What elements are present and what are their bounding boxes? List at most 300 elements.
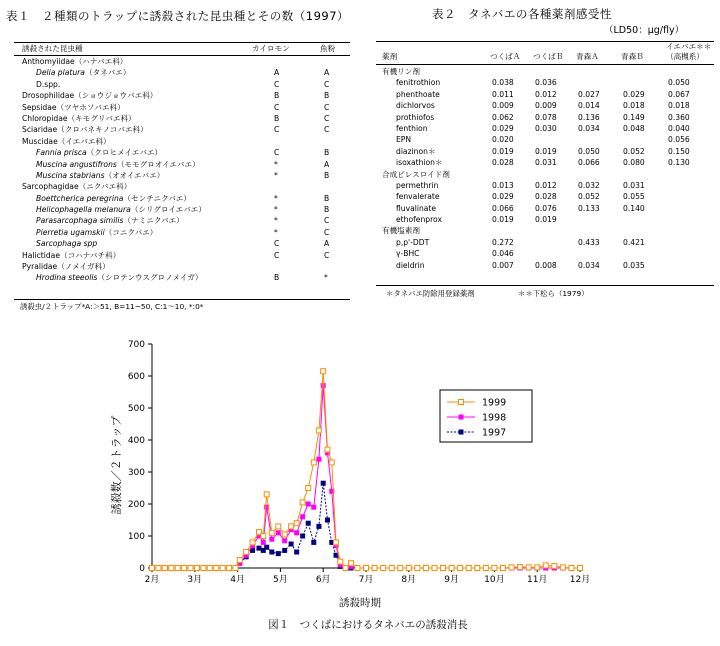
table2-ld50-value: 0.433 xyxy=(578,237,600,247)
data-point-1999 xyxy=(578,566,583,571)
data-point-1999 xyxy=(475,566,480,571)
table2-ld50-value: 0.019 xyxy=(535,146,557,156)
table2-ld50-value: 0.272 xyxy=(492,237,514,247)
x-tick-label: 3月 xyxy=(187,575,203,585)
table1-row xyxy=(22,124,352,135)
table1-species-name: Boettcherica peregrina（センチニクバエ） xyxy=(36,193,192,203)
table1-bottom-rule xyxy=(14,299,350,300)
y-tick-label: 600 xyxy=(127,372,145,382)
data-point-1999 xyxy=(306,486,311,491)
x-tick-label: 6月 xyxy=(315,575,331,585)
data-point-1999 xyxy=(355,566,360,571)
data-point-1997 xyxy=(300,534,305,539)
data-point-1999 xyxy=(343,566,348,571)
data-point-1999 xyxy=(237,558,242,563)
table2-row xyxy=(382,157,714,168)
trap-catch-chart xyxy=(0,330,720,646)
table1-species-name: Sarcophaga spp xyxy=(36,239,98,249)
table1-header-name: 誘殺された昆虫種 xyxy=(22,44,83,53)
table1-fishmeal-value: C xyxy=(324,79,330,89)
table2-header-tsukuba-a: つくばＡ xyxy=(490,52,521,61)
y-tick-label: 700 xyxy=(127,340,145,350)
data-point-1999 xyxy=(188,566,193,571)
table2-row xyxy=(382,77,714,88)
table2-row xyxy=(382,203,714,214)
table1-fishmeal-value: B xyxy=(324,193,330,203)
x-tick-label: 4月 xyxy=(230,575,245,585)
table2-ld50-value: 0.027 xyxy=(578,89,600,99)
data-point-1999 xyxy=(289,524,294,529)
data-point-1999 xyxy=(500,566,505,571)
table1-kairomone-value: C xyxy=(274,102,280,112)
table2-ld50-value: 0.048 xyxy=(623,123,645,133)
table2-chemical-name: p,p'-DDT xyxy=(396,237,430,247)
table1-kairomone-value: * xyxy=(274,227,278,237)
table2-chemical-name: permethrin xyxy=(396,180,439,190)
table2-chemical-name: fenthion xyxy=(396,123,428,133)
table2-ld50-value: 0.029 xyxy=(623,89,645,99)
table1-fishmeal-value: B xyxy=(324,91,330,101)
data-point-1999 xyxy=(406,566,411,571)
table1-fishmeal-value: A xyxy=(324,239,330,249)
table2-ld50-value: 0.149 xyxy=(623,112,645,122)
y-tick-label: 400 xyxy=(127,436,145,446)
table1-species-name: Sarcophagidae（ニクバエ科） xyxy=(22,182,132,192)
data-point-1999 xyxy=(250,540,255,545)
table1-species-name: Pierretia ugamskii（コニクバエ） xyxy=(36,227,158,237)
data-point-1997 xyxy=(282,548,287,553)
table2-ld50-value: 0.067 xyxy=(668,89,690,99)
data-point-1998 xyxy=(269,537,274,542)
table2-ld50-value: 0.018 xyxy=(623,101,645,111)
table2-chemical-name: isoxathion＊ xyxy=(396,158,443,168)
table1-species-name: Helicophagella melanura（シリグロイエバエ） xyxy=(36,205,206,215)
table2-row xyxy=(382,134,714,145)
table1-kairomone-value: C xyxy=(274,79,280,89)
table2-ld50-value: 0.030 xyxy=(535,123,557,133)
data-point-1999 xyxy=(349,561,354,566)
data-point-1999 xyxy=(182,566,187,571)
legend-marker-1999 xyxy=(459,400,464,405)
data-point-1999 xyxy=(311,460,316,465)
table2-ld50-value: 0.031 xyxy=(535,158,557,168)
data-point-1999 xyxy=(466,566,471,571)
y-tick-label: 0 xyxy=(139,564,145,574)
table2-ld50-value: 0.136 xyxy=(578,112,600,122)
table1-kairomone-value: B xyxy=(274,113,280,123)
table2-chemical-name: fenitrothion xyxy=(396,78,441,88)
table2-ld50-value: 0.052 xyxy=(623,146,645,156)
table2-chemical-name: dieldrin xyxy=(396,260,425,270)
table1-species-name: Parasarcophaga similis（ナミニクバエ） xyxy=(36,216,184,226)
table1-species-name: Halictidae（コハナバチ科） xyxy=(22,250,121,260)
table1-row xyxy=(22,170,352,181)
data-point-1999 xyxy=(492,566,497,571)
table2-ld50-value: 0.029 xyxy=(492,192,514,202)
table1-footnote: 誘殺虫/２トラップ*A:＞51, B=11~50, C:1～10, *:0* xyxy=(20,302,204,311)
table2-footnote-2: ＊＊下松ら（1979） xyxy=(518,289,589,298)
data-point-1997 xyxy=(294,550,299,555)
table2-ld50-value: 0.012 xyxy=(535,180,557,190)
table2-group-title: 有機リン剤 xyxy=(382,67,420,76)
table2-chemical-name: prothiofos xyxy=(396,112,435,122)
table1-fishmeal-value: C xyxy=(324,113,330,123)
table2-ld50-value: 0.140 xyxy=(623,203,645,213)
data-point-1999 xyxy=(264,492,269,497)
table2-header-aomori-b: 青森Ｂ xyxy=(621,52,644,61)
table1-row xyxy=(22,56,352,67)
table1-kairomone-value: A xyxy=(274,68,280,78)
table1-species-name: Chloropidae（キモグリバエ科） xyxy=(22,113,136,123)
data-point-1999 xyxy=(220,566,225,571)
table2-ld50-value: 0.018 xyxy=(668,101,690,111)
table2-row xyxy=(382,100,714,111)
table2-ld50-value: 0.052 xyxy=(578,192,600,202)
table2-ld50-value: 0.007 xyxy=(492,260,514,270)
table1-fishmeal-value: B xyxy=(324,205,330,215)
table1-row xyxy=(22,113,352,124)
table2-chemical-name: EPN xyxy=(396,135,412,145)
table2-ld50-value: 0.011 xyxy=(492,89,514,99)
data-point-1998 xyxy=(261,540,266,545)
data-point-1998 xyxy=(316,457,321,462)
table2-ld50-value: 0.036 xyxy=(535,78,557,88)
chart-x-label: 誘殺時期 xyxy=(339,597,381,609)
table1-header-kairomone: カイロモン xyxy=(252,44,290,53)
data-point-1998 xyxy=(300,514,305,519)
data-point-1999 xyxy=(389,566,394,571)
table1-kairomone-value: C xyxy=(274,148,280,158)
table2-ld50-value: 0.050 xyxy=(578,146,600,156)
data-point-1999 xyxy=(294,521,299,526)
table1-species-name: Fannia prisca（クロヒメイエバエ） xyxy=(36,148,163,158)
data-point-1999 xyxy=(282,532,287,537)
data-point-1999 xyxy=(338,559,343,564)
table1-fishmeal-value: C xyxy=(324,125,330,135)
table2-ld50-value: 0.014 xyxy=(578,101,600,111)
table2-ld50-value: 0.019 xyxy=(535,215,557,225)
data-point-1999 xyxy=(227,566,232,571)
table2-ld50-value: 0.029 xyxy=(492,123,514,133)
table1-fishmeal-value: C xyxy=(324,250,330,260)
data-point-1999 xyxy=(261,534,266,539)
table1-row xyxy=(22,181,352,192)
table1-species-name: Delia platura（タネバエ） xyxy=(36,68,131,78)
data-point-1999 xyxy=(483,566,488,571)
table2-ld50-value: 0.019 xyxy=(492,146,514,156)
table1-fishmeal-value: C xyxy=(324,227,330,237)
table2-chemical-name: dichlorvos xyxy=(396,101,435,111)
data-point-1999 xyxy=(415,566,420,571)
table2-ld50-value: 0.062 xyxy=(492,112,514,122)
data-point-1999 xyxy=(423,566,428,571)
legend-marker-1998 xyxy=(459,415,464,420)
table2-ld50-value: 0.034 xyxy=(578,123,600,133)
data-point-1999 xyxy=(214,566,219,571)
table2-ld50-value: 0.009 xyxy=(535,101,557,111)
data-point-1997 xyxy=(289,542,294,547)
table2-chemical-name: ethofenprox xyxy=(396,215,442,225)
data-point-1999 xyxy=(398,566,403,571)
table1-kairomone-value: B xyxy=(274,91,280,101)
table1-row xyxy=(22,250,352,261)
table1-fishmeal-value: B xyxy=(324,170,330,180)
x-tick-label: 2月 xyxy=(144,575,160,585)
table2-chemical-name: fluvalinate xyxy=(396,203,437,213)
table1-kairomone-value: C xyxy=(274,125,280,135)
table2-ld50-value: 0.034 xyxy=(578,260,600,270)
table2-header-aomori-a: 青森Ａ xyxy=(576,52,599,61)
table2-row xyxy=(382,112,714,123)
data-point-1999 xyxy=(509,565,514,570)
table2-chemical-name: phenthoate xyxy=(396,89,440,99)
table1-title: 表１ ２種類のトラップに誘殺された昆虫種とその数（1997） xyxy=(6,9,350,23)
table2-chemical-name: fenvalerate xyxy=(396,192,440,202)
data-point-1999 xyxy=(560,565,565,570)
table2-ld50-value: 0.080 xyxy=(623,158,645,168)
table1-row xyxy=(22,90,352,101)
data-point-1998 xyxy=(294,530,299,535)
table2-bottom-rule xyxy=(376,285,714,286)
data-point-1997 xyxy=(311,540,316,545)
table2-header-rule xyxy=(376,64,714,65)
table1-row xyxy=(22,102,352,113)
data-point-1998 xyxy=(282,538,287,543)
table2-row xyxy=(382,180,714,191)
table2-unit: （LD50：μg/fly） xyxy=(604,25,685,36)
table2-row xyxy=(382,146,714,157)
data-point-1999 xyxy=(364,566,369,571)
figure-caption: 図１ つくばにおけるタネバエの誘殺消長 xyxy=(268,619,468,631)
y-tick-label: 200 xyxy=(127,500,145,510)
table1-species-name: Drosophilidae（ショウジョウバエ科） xyxy=(22,91,158,101)
data-point-1998 xyxy=(276,530,281,535)
table2-ld50-value: 0.360 xyxy=(668,112,690,122)
data-point-1999 xyxy=(169,566,174,571)
table2-row xyxy=(382,248,714,259)
data-point-1999 xyxy=(162,566,167,571)
data-point-1997 xyxy=(321,481,326,486)
data-point-1997 xyxy=(257,546,262,551)
table2-row xyxy=(382,260,714,271)
data-point-1999 xyxy=(372,566,377,571)
table2-row xyxy=(382,123,714,134)
table1-row xyxy=(22,79,352,90)
table2-ld50-value: 0.020 xyxy=(492,135,514,145)
data-point-1999 xyxy=(569,566,574,571)
x-tick-label: 9月 xyxy=(444,575,459,585)
x-tick-label: 12月 xyxy=(569,575,591,585)
data-point-1999 xyxy=(325,447,330,452)
data-point-1997 xyxy=(325,518,330,523)
table2-ld50-value: 0.066 xyxy=(578,158,600,168)
x-tick-label: 11月 xyxy=(526,575,548,585)
table2-chemical-name: γ-BHC xyxy=(396,249,420,259)
data-point-1999 xyxy=(441,566,446,571)
table1-row xyxy=(22,147,352,158)
table1-kairomone-value: * xyxy=(274,170,278,180)
table2-chemical-name: diazinon＊ xyxy=(396,146,436,156)
data-point-1998 xyxy=(306,502,311,507)
table2-ld50-value: 0.076 xyxy=(535,203,557,213)
table1-species-name: Muscidae（イエバエ科） xyxy=(22,136,111,146)
table2-ld50-value: 0.031 xyxy=(623,180,645,190)
data-point-1999 xyxy=(381,566,386,571)
data-point-1999 xyxy=(269,530,274,535)
y-tick-label: 100 xyxy=(127,532,145,542)
table2-ld50-value: 0.028 xyxy=(492,158,514,168)
data-point-1999 xyxy=(201,566,206,571)
legend-label-1998: 1998 xyxy=(482,412,507,424)
table1-species-name: Hrodina steeolis（シロテンウスグロノメイガ） xyxy=(36,273,203,283)
table1-fishmeal-value: A xyxy=(324,68,330,78)
table2-ld50-value: 0.050 xyxy=(668,78,690,88)
table2-ld50-value: 0.040 xyxy=(668,123,690,133)
table1-species-name: Muscina angustifrons（モモグロオイエバエ） xyxy=(36,159,200,169)
table2-ld50-value: 0.046 xyxy=(492,249,514,259)
legend-label-1997: 1997 xyxy=(482,427,507,439)
data-point-1999 xyxy=(334,540,339,545)
table1-row xyxy=(22,193,352,204)
table1-species-name: Muscina stabrians（オオイエバエ） xyxy=(36,170,165,180)
table2-footnote-1: ＊タネバエ防除用登録薬剤 xyxy=(386,289,475,298)
table2-ld50-value: 0.035 xyxy=(623,260,645,270)
data-point-1999 xyxy=(432,566,437,571)
series-line-1997 xyxy=(152,483,580,568)
table1-fishmeal-value: B xyxy=(324,148,330,158)
table2-ld50-value: 0.009 xyxy=(492,101,514,111)
data-point-1999 xyxy=(276,524,281,529)
table1-fishmeal-value: * xyxy=(324,273,328,283)
x-tick-label: 8月 xyxy=(401,575,417,585)
table1-row xyxy=(22,227,352,238)
table2-ld50-value: 0.056 xyxy=(668,135,690,145)
x-tick-label: 5月 xyxy=(273,575,288,585)
table1-row xyxy=(22,261,352,272)
table2-ld50-value: 0.008 xyxy=(535,260,557,270)
table2-header-tsukuba-b: つくばＢ xyxy=(533,52,564,61)
table1-row xyxy=(22,272,352,283)
table1-row xyxy=(22,159,352,170)
table1-species-name: Pyralidae（ノメイガ科） xyxy=(22,262,110,272)
data-point-1999 xyxy=(207,566,212,571)
table2-row xyxy=(382,214,714,225)
data-point-1997 xyxy=(306,521,311,526)
data-point-1999 xyxy=(194,566,199,571)
table2-ld50-value: 0.421 xyxy=(623,237,645,247)
table2-ld50-value: 0.032 xyxy=(578,180,600,190)
data-point-1999 xyxy=(458,566,463,571)
data-point-1999 xyxy=(244,550,249,555)
data-point-1999 xyxy=(535,565,540,570)
y-tick-label: 300 xyxy=(127,468,145,478)
data-point-1999 xyxy=(518,565,523,570)
table1-species-name: Sciaridae（クロバネキノコバエ科） xyxy=(22,125,148,135)
table1-kairomone-value: C xyxy=(274,239,280,249)
chart-legend xyxy=(440,390,532,442)
table2-ld50-value: 0.133 xyxy=(578,203,600,213)
data-point-1999 xyxy=(150,566,155,571)
table1-species-name: D.spp. xyxy=(36,79,61,89)
table2-ld50-value: 0.019 xyxy=(492,215,514,225)
table2-row xyxy=(382,191,714,202)
data-point-1999 xyxy=(552,564,557,569)
data-point-1999 xyxy=(156,566,161,571)
table2-body xyxy=(382,66,714,271)
table1-fishmeal-value: C xyxy=(324,102,330,112)
table1-kairomone-value: * xyxy=(274,159,278,169)
table2-row xyxy=(382,237,714,248)
data-point-1998 xyxy=(311,505,316,510)
table1-body xyxy=(22,56,352,284)
table2-ld50-value: 0.028 xyxy=(535,192,557,202)
table2-group-title: 有機塩素剤 xyxy=(382,226,420,236)
data-point-1999 xyxy=(526,565,531,570)
table2-ld50-value: 0.066 xyxy=(492,203,514,213)
data-point-1999 xyxy=(449,566,454,571)
table1-fishmeal-value: A xyxy=(324,159,330,169)
table1-kairomone-value: C xyxy=(274,250,280,260)
data-point-1997 xyxy=(269,550,274,555)
table2-ld50-value: 0.130 xyxy=(668,158,690,168)
table2-group-label xyxy=(382,66,714,77)
table1-kairomone-value: * xyxy=(274,193,278,203)
table1-row xyxy=(22,67,352,78)
legend-marker-1997 xyxy=(459,430,464,435)
y-tick-label: 500 xyxy=(127,404,145,414)
legend-label-1999: 1999 xyxy=(482,397,507,409)
table1-row xyxy=(22,136,352,147)
table2-group-title: 合成ピレスロイド剤 xyxy=(382,169,450,179)
x-tick-label: 10月 xyxy=(484,575,505,585)
table2-ld50-value: 0.013 xyxy=(492,180,514,190)
table1-row xyxy=(22,238,352,249)
table2-ld50-value: 0.038 xyxy=(492,78,514,88)
data-point-1999 xyxy=(321,369,326,374)
table2-ld50-value: 0.150 xyxy=(668,146,690,156)
table2-row xyxy=(382,89,714,100)
table1-header-fishmeal: 魚粉 xyxy=(320,44,336,53)
table1-species-name: Anthomyiidae（ハナバエ科） xyxy=(22,57,128,66)
table1-species-name: Sepsidae（ツヤホソバエ科） xyxy=(22,102,125,112)
table2-group-label xyxy=(382,225,714,236)
table2-header xyxy=(382,41,714,63)
data-point-1999 xyxy=(175,566,180,571)
data-point-1997 xyxy=(316,524,321,529)
data-point-1998 xyxy=(321,383,326,388)
table2-ld50-value: 0.012 xyxy=(535,89,557,99)
table1-header xyxy=(22,43,352,54)
table2-group-label xyxy=(382,169,714,180)
data-point-1999 xyxy=(329,460,334,465)
x-tick-label: 7月 xyxy=(358,575,374,585)
table1-kairomone-value: B xyxy=(274,273,280,283)
table1-kairomone-value: * xyxy=(274,205,278,215)
data-point-1999 xyxy=(300,500,305,505)
chart-axes xyxy=(152,344,580,568)
chart-y-label: 誘殺数／２トラップ xyxy=(110,415,123,515)
table2-header-chem: 薬剤 xyxy=(382,52,398,61)
table2-header-housefly: イエバエ＊＊ xyxy=(666,42,712,51)
table1-row xyxy=(22,215,352,226)
table1-kairomone-value: * xyxy=(274,216,278,226)
data-point-1999 xyxy=(543,563,548,568)
data-point-1999 xyxy=(316,428,321,433)
table1-row xyxy=(22,204,352,215)
data-point-1997 xyxy=(276,551,281,556)
table2-ld50-value: 0.078 xyxy=(535,112,557,122)
table2-title: 表２ タネバエの各種薬剤感受性 xyxy=(432,7,612,21)
